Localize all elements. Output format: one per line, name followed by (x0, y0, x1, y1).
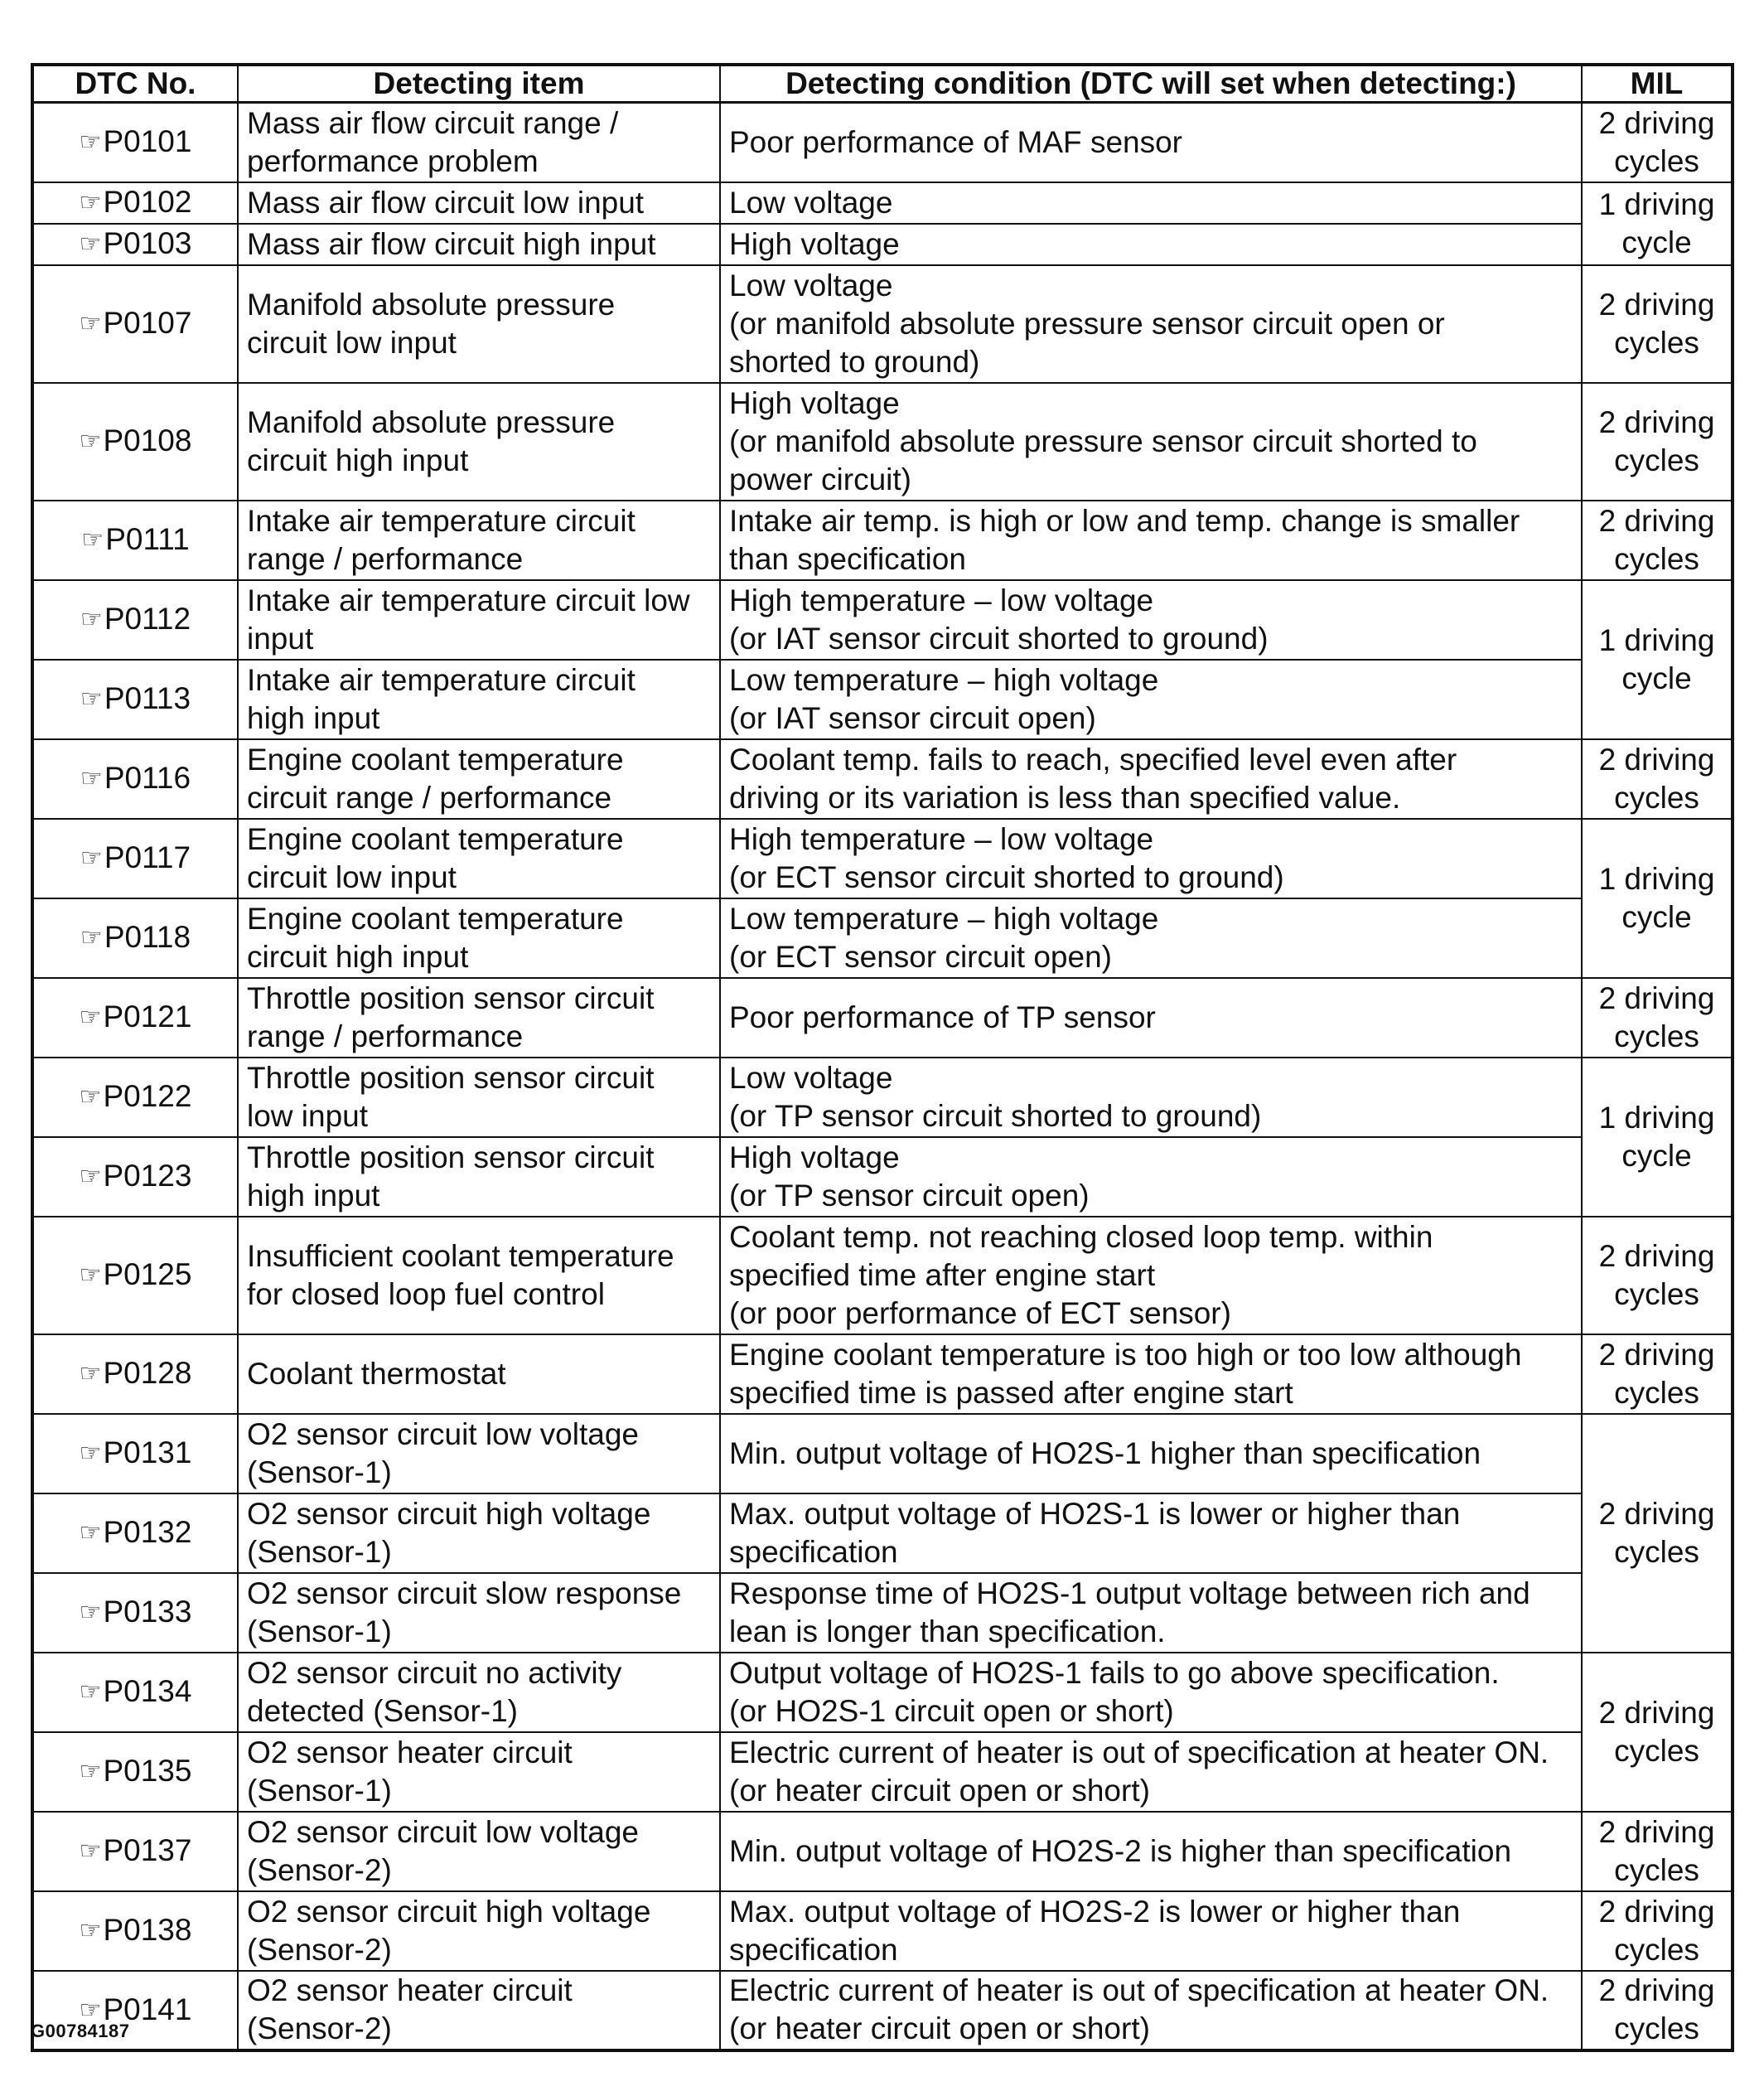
table-row (32, 1414, 1733, 1493)
mil-cell (1582, 501, 1733, 580)
detecting-condition-line: Low temperature – high voltage (729, 662, 1159, 697)
detecting-condition-line: Poor performance of MAF sensor (729, 124, 1182, 159)
dtc-code: P0137 (103, 1833, 192, 1867)
dtc-code: P0117 (104, 840, 191, 874)
dtc-code-cell (32, 739, 238, 819)
mil-line: cycle (1621, 899, 1692, 934)
pointing-hand-icon: ☞ (79, 428, 102, 455)
mil-line: 2 driving (1598, 980, 1715, 1015)
table-row (32, 1493, 1733, 1573)
dtc-code-cell (32, 580, 238, 660)
mil-line: cycles (1614, 325, 1699, 360)
detecting-item-cell (238, 383, 720, 501)
pointing-hand-icon: ☞ (79, 1917, 102, 1944)
detecting-item-line: Mass air flow circuit range / (247, 105, 619, 140)
dtc-code: P0103 (103, 226, 192, 260)
detecting-condition-line: Engine coolant temperature is too high or too low although (729, 1337, 1522, 1372)
detecting-condition-line: shorted to ground) (729, 344, 980, 379)
pointing-hand-icon: ☞ (80, 685, 103, 713)
table-row (32, 898, 1733, 978)
mil-line: 2 driving (1598, 1894, 1715, 1929)
detecting-item-line: performance problem (247, 143, 539, 178)
mil-line: 1 driving (1598, 1100, 1715, 1135)
detecting-item-line: (Sensor-1) (247, 1614, 392, 1648)
figure-code: G00784187 (31, 2021, 130, 2041)
table-row (32, 1058, 1733, 1137)
detecting-condition-cell (720, 224, 1582, 265)
detecting-condition-line: Response time of HO2S-1 output voltage between rich and (729, 1576, 1530, 1610)
detecting-item-line: Engine coolant temperature (247, 901, 624, 936)
detecting-item-line: (Sensor-2) (247, 1932, 392, 1967)
detecting-item-line: (Sensor-1) (247, 1534, 392, 1569)
detecting-item-cell (238, 819, 720, 898)
mil-cell (1582, 819, 1733, 978)
dtc-code: P0123 (103, 1159, 192, 1193)
table-row (32, 739, 1733, 819)
detecting-condition-line: Low temperature – high voltage (729, 901, 1159, 936)
detecting-item-line: circuit high input (247, 939, 469, 974)
pointing-hand-icon: ☞ (79, 310, 102, 337)
dtc-code-cell (32, 660, 238, 739)
mil-line: 2 driving (1598, 1238, 1715, 1273)
detecting-item-cell (238, 739, 720, 819)
detecting-condition-line: High temperature – low voltage (729, 821, 1154, 856)
pointing-hand-icon: ☞ (79, 1996, 102, 2024)
detecting-condition-cell (720, 1334, 1582, 1414)
table-row (32, 103, 1733, 182)
table-row (32, 580, 1733, 660)
detecting-condition-line: (or HO2S-1 circuit open or short) (729, 1693, 1174, 1728)
detecting-condition-line: (or TP sensor circuit open) (729, 1178, 1090, 1213)
detecting-condition-line: specification (729, 1534, 898, 1569)
mil-line: 2 driving (1598, 287, 1715, 322)
mil-line: 2 driving (1598, 742, 1715, 777)
mil-cell (1582, 1971, 1733, 2050)
header-row (32, 65, 1733, 103)
detecting-condition-line: Min. output voltage of HO2S-2 is higher than specification (729, 1833, 1512, 1868)
detecting-item-cell (238, 898, 720, 978)
detecting-condition-line: Poor performance of TP sensor (729, 1000, 1156, 1034)
detecting-condition-cell (720, 1414, 1582, 1493)
detecting-condition-cell (720, 501, 1582, 580)
dtc-code-cell (32, 1414, 238, 1493)
header-detecting-condition: Detecting condition (DTC will set when detecting:) (720, 65, 1582, 103)
detecting-condition-cell (720, 182, 1582, 224)
dtc-code-cell (32, 1493, 238, 1573)
detecting-condition-cell (720, 1971, 1582, 2050)
detecting-condition-line: Coolant temp. fails to reach, specified level even after (729, 742, 1457, 777)
header-detecting-item: Detecting item (238, 65, 720, 103)
pointing-hand-icon: ☞ (79, 230, 102, 258)
dtc-code-cell (32, 103, 238, 182)
pointing-hand-icon: ☞ (79, 1599, 102, 1626)
detecting-item-line: circuit high input (247, 443, 469, 477)
detecting-condition-line: (or heater circuit open or short) (729, 2011, 1150, 2045)
detecting-condition-cell (720, 1653, 1582, 1732)
pointing-hand-icon: ☞ (79, 189, 102, 216)
detecting-item-cell (238, 1334, 720, 1414)
dtc-table (31, 63, 1734, 2052)
mil-cell (1582, 978, 1733, 1058)
detecting-item-line: O2 sensor circuit no activity (247, 1655, 622, 1690)
detecting-item-cell (238, 103, 720, 182)
detecting-condition-line: Coolant temp. not reaching closed loop temp. within (729, 1219, 1433, 1254)
detecting-condition-line: specification (729, 1932, 898, 1967)
detecting-condition-cell (720, 103, 1582, 182)
detecting-condition-line: Low voltage (729, 185, 893, 220)
detecting-item-cell (238, 1414, 720, 1493)
dtc-code-cell (32, 1058, 238, 1137)
dtc-code-cell (32, 224, 238, 265)
mil-line: cycles (1614, 443, 1699, 477)
detecting-item-line: Mass air flow circuit high input (247, 226, 656, 261)
detecting-item-line: Coolant thermostat (247, 1356, 506, 1391)
detecting-item-cell (238, 1493, 720, 1573)
mil-cell (1582, 103, 1733, 182)
detecting-condition-line: driving or its variation is less than specified value. (729, 780, 1401, 815)
detecting-item-line: Throttle position sensor circuit (247, 1060, 655, 1095)
detecting-condition-line: High voltage (729, 226, 900, 261)
pointing-hand-icon: ☞ (81, 526, 104, 554)
dtc-code-cell (32, 265, 238, 383)
header-dtc-no: DTC No. (32, 65, 238, 103)
dtc-code: P0112 (104, 602, 191, 636)
detecting-item-line: (Sensor-1) (247, 1455, 392, 1489)
table-row (32, 978, 1733, 1058)
mil-cell (1582, 265, 1733, 383)
detecting-condition-line: Low voltage (729, 1060, 893, 1095)
detecting-condition-line: specified time is passed after engine start (729, 1375, 1293, 1410)
detecting-item-cell (238, 978, 720, 1058)
detecting-condition-cell (720, 1891, 1582, 1971)
detecting-item-line: Mass air flow circuit low input (247, 185, 645, 220)
mil-line: cycle (1621, 1138, 1692, 1173)
detecting-item-line: (Sensor-2) (247, 1852, 392, 1887)
dtc-code-cell (32, 182, 238, 224)
dtc-code-cell (32, 1653, 238, 1732)
mil-cell (1582, 1217, 1733, 1334)
mil-line: cycles (1614, 1375, 1699, 1410)
detecting-item-line: circuit range / performance (247, 780, 612, 815)
detecting-item-line: O2 sensor circuit slow response (247, 1576, 682, 1610)
dtc-code: P0135 (103, 1754, 192, 1788)
pointing-hand-icon: ☞ (79, 1758, 102, 1785)
pointing-hand-icon: ☞ (79, 128, 102, 157)
pointing-hand-icon: ☞ (79, 1678, 102, 1706)
pointing-hand-icon: ☞ (79, 1519, 102, 1547)
dtc-code: P0102 (103, 185, 192, 219)
detecting-item-cell (238, 1217, 720, 1334)
pointing-hand-icon: ☞ (79, 1440, 102, 1467)
detecting-item-line: Manifold absolute pressure (247, 404, 616, 439)
table-row (32, 1217, 1733, 1334)
mil-line: cycles (1614, 1019, 1699, 1053)
detecting-item-line: detected (Sensor-1) (247, 1693, 519, 1728)
dtc-code-cell (32, 1732, 238, 1812)
dtc-code-cell (32, 383, 238, 501)
detecting-item-line: circuit low input (247, 325, 457, 360)
detecting-condition-line: High voltage (729, 1140, 900, 1174)
detecting-item-line: O2 sensor circuit low voltage (247, 1416, 639, 1451)
detecting-item-line: Engine coolant temperature (247, 742, 624, 777)
dtc-code: P0107 (103, 306, 192, 340)
mil-cell (1582, 580, 1733, 739)
pointing-hand-icon: ☞ (79, 1837, 102, 1865)
mil-cell (1582, 739, 1733, 819)
mil-line: 1 driving (1598, 622, 1715, 657)
dtc-code-cell (32, 978, 238, 1058)
table-row (32, 1732, 1733, 1812)
detecting-condition-cell (720, 978, 1582, 1058)
dtc-code: P0113 (104, 681, 191, 715)
pointing-hand-icon: ☞ (80, 845, 103, 872)
detecting-item-line: Engine coolant temperature (247, 821, 624, 856)
detecting-item-line: for closed loop fuel control (247, 1276, 605, 1311)
mil-line: cycles (1614, 2011, 1699, 2045)
detecting-condition-cell (720, 1137, 1582, 1217)
detecting-item-cell (238, 580, 720, 660)
pointing-hand-icon: ☞ (79, 1360, 102, 1387)
dtc-code-cell (32, 1334, 238, 1414)
pointing-hand-icon: ☞ (79, 1163, 102, 1190)
detecting-condition-line: High voltage (729, 385, 900, 420)
mil-line: 2 driving (1598, 105, 1715, 140)
table-row (32, 182, 1733, 224)
detecting-item-line: (Sensor-2) (247, 2011, 392, 2045)
header-mil: MIL (1582, 65, 1733, 103)
dtc-code-cell (32, 1573, 238, 1653)
dtc-code: P0111 (105, 522, 190, 556)
detecting-condition-cell (720, 1217, 1582, 1334)
dtc-code: P0125 (103, 1257, 192, 1291)
mil-line: cycles (1614, 541, 1699, 576)
detecting-condition-line: (or ECT sensor circuit shorted to ground) (729, 859, 1284, 894)
table-row (32, 819, 1733, 898)
mil-cell (1582, 1414, 1733, 1653)
detecting-condition-line: Max. output voltage of HO2S-2 is lower or higher than (729, 1894, 1461, 1929)
table-body (32, 103, 1733, 2050)
detecting-condition-line: (or poor performance of ECT sensor) (729, 1295, 1231, 1330)
mil-line: cycles (1614, 1276, 1699, 1311)
detecting-item-line: Intake air temperature circuit (247, 503, 636, 538)
table-row (32, 224, 1733, 265)
table-row (32, 1573, 1733, 1653)
detecting-condition-line: (or IAT sensor circuit shorted to ground) (729, 621, 1269, 656)
dtc-code: P0133 (103, 1595, 192, 1629)
detecting-condition-line: than specification (729, 541, 966, 576)
detecting-item-line: circuit low input (247, 859, 457, 894)
mil-cell (1582, 1653, 1733, 1812)
detecting-item-line: O2 sensor heater circuit (247, 1735, 573, 1769)
mil-line: cycles (1614, 780, 1699, 815)
table-row (32, 265, 1733, 383)
detecting-condition-line: (or manifold absolute pressure sensor circuit shorted to (729, 424, 1477, 458)
pointing-hand-icon: ☞ (80, 765, 103, 792)
pointing-hand-icon: ☞ (79, 1261, 102, 1289)
mil-line: 2 driving (1598, 1695, 1715, 1730)
detecting-condition-cell (720, 739, 1582, 819)
detecting-item-cell (238, 265, 720, 383)
detecting-item-line: (Sensor-1) (247, 1773, 392, 1808)
detecting-item-line: O2 sensor circuit high voltage (247, 1496, 651, 1531)
dtc-code-cell (32, 501, 238, 580)
detecting-item-line: high input (247, 1178, 380, 1213)
mil-line: cycles (1614, 143, 1699, 178)
mil-line: cycle (1621, 661, 1692, 695)
table-row (32, 1334, 1733, 1414)
mil-cell (1582, 1058, 1733, 1217)
detecting-item-cell (238, 501, 720, 580)
detecting-condition-line: power circuit) (729, 462, 911, 496)
mil-line: 2 driving (1598, 1337, 1715, 1372)
table-row (32, 1137, 1733, 1217)
detecting-condition-line: Electric current of heater is out of specification at heater ON. (729, 1735, 1549, 1769)
dtc-code: P0122 (103, 1079, 192, 1113)
detecting-item-line: Intake air temperature circuit low (247, 583, 690, 617)
detecting-condition-line: High temperature – low voltage (729, 583, 1154, 617)
mil-line: cycle (1621, 225, 1692, 259)
detecting-condition-line: lean is longer than specification. (729, 1614, 1166, 1648)
detecting-item-cell (238, 1573, 720, 1653)
dtc-code: P0131 (103, 1435, 192, 1469)
table-row (32, 501, 1733, 580)
detecting-item-line: range / performance (247, 1019, 524, 1053)
detecting-condition-line: (or heater circuit open or short) (729, 1773, 1150, 1808)
pointing-hand-icon: ☞ (80, 606, 103, 633)
dtc-code: P0132 (103, 1515, 192, 1549)
dtc-code: P0134 (103, 1674, 192, 1708)
detecting-item-line: O2 sensor circuit high voltage (247, 1894, 651, 1929)
dtc-code-cell (32, 898, 238, 978)
detecting-condition-cell (720, 898, 1582, 978)
pointing-hand-icon: ☞ (79, 1083, 102, 1111)
dtc-code: P0118 (104, 920, 191, 954)
detecting-condition-line: specified time after engine start (729, 1257, 1156, 1292)
detecting-condition-cell (720, 1573, 1582, 1653)
mil-cell (1582, 182, 1733, 265)
mil-cell (1582, 383, 1733, 501)
detecting-item-line: O2 sensor heater circuit (247, 1973, 573, 2007)
detecting-condition-cell (720, 383, 1582, 501)
mil-cell (1582, 1891, 1733, 1971)
dtc-code: P0101 (103, 124, 192, 159)
dtc-code: P0128 (103, 1356, 192, 1390)
table-row (32, 660, 1733, 739)
detecting-condition-cell (720, 580, 1582, 660)
detecting-item-line: input (247, 621, 314, 656)
table-row (32, 1891, 1733, 1971)
dtc-code-cell (32, 1812, 238, 1891)
detecting-condition-cell (720, 265, 1582, 383)
dtc-code-cell (32, 1217, 238, 1334)
detecting-condition-line: (or manifold absolute pressure sensor circuit open or (729, 306, 1445, 341)
table-header (32, 65, 1733, 103)
dtc-code: P0108 (103, 424, 192, 457)
mil-cell (1582, 1812, 1733, 1891)
detecting-item-cell (238, 1058, 720, 1137)
dtc-code-cell (32, 1891, 238, 1971)
detecting-condition-cell (720, 1732, 1582, 1812)
dtc-code-cell (32, 1137, 238, 1217)
dtc-code: P0116 (104, 761, 191, 795)
mil-line: 1 driving (1598, 861, 1715, 896)
dtc-code: P0121 (103, 1000, 192, 1033)
detecting-item-cell (238, 182, 720, 224)
detecting-condition-line: Intake air temp. is high or low and temp. change is smaller (729, 503, 1520, 538)
detecting-item-line: high input (247, 700, 380, 735)
detecting-condition-cell (720, 1812, 1582, 1891)
mil-line: 2 driving (1598, 404, 1715, 439)
detecting-condition-line: (or IAT sensor circuit open) (729, 700, 1096, 735)
mil-line: cycles (1614, 1733, 1699, 1768)
detecting-item-cell (238, 1812, 720, 1891)
mil-line: cycles (1614, 1534, 1699, 1569)
detecting-item-line: range / performance (247, 541, 524, 576)
mil-line: 1 driving (1598, 186, 1715, 221)
mil-line: cycles (1614, 1852, 1699, 1887)
detecting-item-cell (238, 1732, 720, 1812)
table-row (32, 1812, 1733, 1891)
table-row (32, 383, 1733, 501)
detecting-condition-line: (or ECT sensor circuit open) (729, 939, 1112, 974)
detecting-condition-cell (720, 1493, 1582, 1573)
pointing-hand-icon: ☞ (79, 1004, 102, 1031)
detecting-condition-cell (720, 819, 1582, 898)
mil-line: 2 driving (1598, 1496, 1715, 1531)
detecting-item-cell (238, 224, 720, 265)
detecting-condition-line: Electric current of heater is out of specification at heater ON. (729, 1973, 1549, 2007)
detecting-item-line: O2 sensor circuit low voltage (247, 1814, 639, 1849)
detecting-item-line: Manifold absolute pressure (247, 287, 616, 322)
table-row (32, 1971, 1733, 2050)
detecting-condition-cell (720, 660, 1582, 739)
dtc-code: P0138 (103, 1913, 192, 1947)
mil-line: cycles (1614, 1932, 1699, 1967)
detecting-item-line: low input (247, 1098, 369, 1133)
detecting-item-line: Throttle position sensor circuit (247, 1140, 655, 1174)
detecting-item-line: Throttle position sensor circuit (247, 980, 655, 1015)
detecting-condition-line: Min. output voltage of HO2S-1 higher than specification (729, 1435, 1481, 1470)
detecting-condition-line: Low voltage (729, 268, 893, 303)
detecting-item-line: Intake air temperature circuit (247, 662, 636, 697)
detecting-condition-line: Max. output voltage of HO2S-1 is lower or higher than (729, 1496, 1461, 1531)
mil-line: 2 driving (1598, 1973, 1715, 2007)
detecting-item-cell (238, 1137, 720, 1217)
detecting-item-cell (238, 1971, 720, 2050)
mil-line: 2 driving (1598, 503, 1715, 538)
detecting-item-line: Insufficient coolant temperature (247, 1238, 674, 1273)
detecting-item-cell (238, 1653, 720, 1732)
table-row (32, 1653, 1733, 1732)
mil-cell (1582, 1334, 1733, 1414)
detecting-item-cell (238, 660, 720, 739)
dtc-code: P0141 (103, 1992, 192, 2026)
pointing-hand-icon: ☞ (80, 924, 103, 951)
detecting-condition-line: (or TP sensor circuit shorted to ground) (729, 1098, 1262, 1133)
mil-line: 2 driving (1598, 1814, 1715, 1849)
dtc-code-cell (32, 819, 238, 898)
detecting-condition-cell (720, 1058, 1582, 1137)
detecting-item-cell (238, 1891, 720, 1971)
detecting-condition-line: Output voltage of HO2S-1 fails to go above specification. (729, 1655, 1500, 1690)
